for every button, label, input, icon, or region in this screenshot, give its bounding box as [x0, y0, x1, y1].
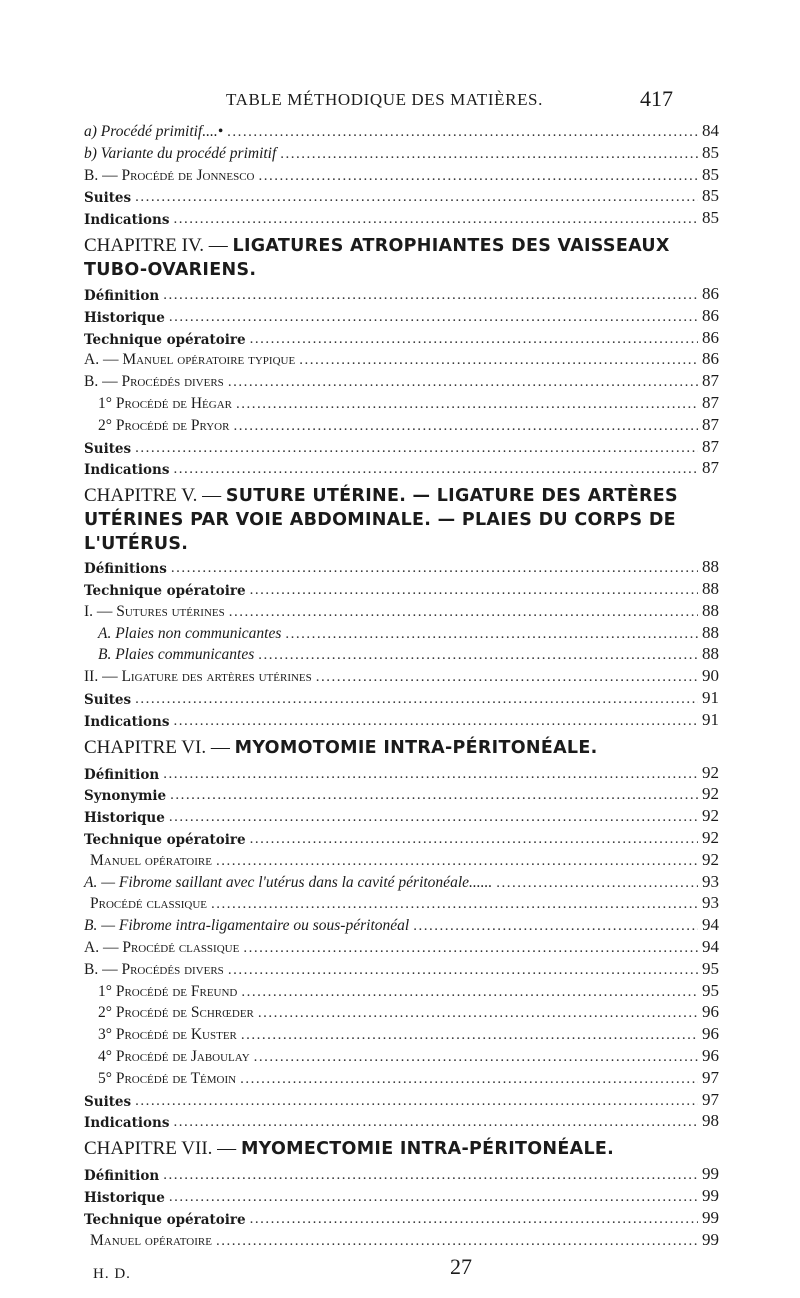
entry-page-number: 87	[702, 393, 719, 412]
dot-leader	[171, 560, 698, 577]
entry-page-number: 85	[702, 208, 719, 228]
toc-entry[interactable]	[0, 555, 800, 577]
toc-entry[interactable]	[0, 1228, 800, 1250]
entry-page-number: 96	[702, 1024, 719, 1044]
toc-entry[interactable]	[0, 979, 800, 1001]
toc-entry[interactable]	[0, 913, 800, 935]
entry-label: Procédé classique	[90, 895, 208, 913]
entry-page-number: 88	[702, 644, 719, 664]
toc-entry[interactable]	[0, 1162, 800, 1184]
dot-leader	[173, 461, 698, 478]
dot-leader	[170, 787, 698, 804]
entry-label: Technique opératoire	[84, 832, 246, 848]
signature-mark: 27	[450, 1254, 472, 1279]
dot-leader	[173, 1114, 698, 1131]
dot-leader	[241, 1027, 698, 1044]
page-header	[0, 86, 800, 116]
entry-label: Historique	[84, 1190, 165, 1206]
toc-entry[interactable]	[0, 163, 800, 185]
entry-label: b) Variante du procédé primitif	[84, 144, 277, 162]
entry-label: Définition	[84, 1168, 160, 1185]
entry-page-number: 87	[702, 436, 719, 456]
dot-leader	[163, 287, 698, 304]
entry-label: Indications	[84, 212, 170, 229]
entry-label: B. — Fibrome intra-ligamentaire ou sous-péritonéal	[84, 917, 410, 935]
entry-page-number: 97	[702, 1089, 719, 1109]
entry-label: 4° Procédé de Jaboulay	[98, 1048, 250, 1065]
entry-page-number: 85	[702, 164, 719, 184]
toc-entry[interactable]	[0, 1206, 800, 1228]
entry-page-number: 86	[702, 349, 719, 369]
entry-page-number: 99	[702, 1229, 719, 1249]
entry-page-number: 95	[702, 958, 719, 978]
dot-leader	[250, 331, 698, 348]
author-initials: H. D.	[93, 1266, 131, 1282]
entry-page-number: 94	[702, 937, 719, 956]
dot-leader	[135, 189, 698, 206]
chapter-title: LIGATURES ATROPHIANTES DES VAISSEAUX TUBO-OVARIENS.	[84, 236, 670, 280]
dot-leader	[250, 582, 698, 599]
entry-label: Suites	[84, 190, 132, 207]
toc-entry[interactable]	[0, 304, 800, 326]
entry-page-number: 87	[702, 371, 719, 391]
entry-label: Définition	[84, 766, 160, 783]
dot-leader	[173, 713, 698, 730]
dot-leader	[163, 766, 698, 783]
entry-page-number: 94	[702, 915, 719, 935]
entry-label: A. — Fibrome saillant avec l'utérus dans la cavité péritonéale......	[84, 873, 493, 891]
entry-page-number: 92	[702, 784, 719, 804]
toc-entry[interactable]	[0, 347, 800, 369]
dot-leader	[216, 1233, 698, 1250]
entry-label: 2° Procédé de Pryor	[98, 416, 230, 434]
entry-label: A. — Manuel opératoire typique	[84, 351, 296, 369]
chapter-number: CHAPITRE IV. —	[84, 235, 228, 256]
toc-entry[interactable]	[0, 206, 800, 228]
entry-page-number: 85	[702, 142, 719, 162]
entry-label: 3° Procédé de Kuster	[98, 1026, 237, 1044]
toc-entry[interactable]	[0, 761, 800, 783]
dot-leader	[216, 853, 698, 870]
dot-leader	[299, 352, 698, 369]
dot-leader	[236, 396, 698, 413]
toc-entry[interactable]	[0, 413, 800, 435]
entry-label: Synonymie	[84, 788, 167, 805]
entry-label: Manuel opératoire	[90, 851, 212, 869]
dot-leader	[250, 831, 698, 848]
entry-label: B. — Procédés divers	[84, 373, 224, 391]
chapter-heading	[84, 1137, 724, 1161]
entry-page-number: 88	[702, 557, 719, 577]
toc-entry[interactable]	[0, 1022, 800, 1044]
entry-page-number: 99	[702, 1207, 719, 1227]
dot-leader	[211, 896, 698, 913]
entry-page-number: 96	[702, 1046, 719, 1065]
entry-label: Historique	[84, 810, 165, 827]
entry-label: 1° Procédé de Freund	[98, 982, 238, 1000]
entry-label: 1° Procédé de Hégar	[98, 395, 232, 412]
entry-label: Technique opératoire	[84, 1211, 246, 1228]
entry-label: Manuel opératoire	[90, 1231, 212, 1249]
dot-leader	[227, 124, 698, 141]
entry-page-number: 92	[702, 828, 719, 847]
entry-label: Suites	[84, 1093, 132, 1110]
dot-leader	[254, 1049, 698, 1066]
toc-entry[interactable]	[0, 1184, 800, 1206]
toc-entry[interactable]	[0, 782, 800, 804]
dot-leader	[169, 309, 698, 326]
entry-page-number: 99	[702, 1164, 719, 1184]
toc-entry[interactable]	[0, 1088, 800, 1110]
toc-entry[interactable]	[0, 577, 800, 599]
entry-label: Indications	[84, 1115, 170, 1132]
dot-leader	[135, 1093, 698, 1110]
toc-entry[interactable]	[0, 891, 800, 913]
toc-entry[interactable]	[0, 642, 800, 664]
entry-page-number: 86	[702, 327, 719, 347]
page-number: 417	[640, 86, 673, 111]
entry-page-number: 85	[702, 186, 719, 206]
entry-label: a) Procédé primitif....•	[84, 123, 224, 140]
entry-label: Historique	[84, 309, 165, 326]
dot-leader	[233, 418, 698, 435]
dot-leader	[135, 691, 698, 708]
entry-page-number: 91	[702, 688, 719, 707]
entry-page-number: 96	[702, 1002, 719, 1022]
dot-leader	[413, 918, 698, 935]
toc-entry[interactable]	[0, 326, 800, 348]
entry-label: A. — Procédé classique	[84, 939, 240, 956]
chapter-number: CHAPITRE V. —	[84, 485, 222, 507]
entry-page-number: 86	[702, 305, 719, 325]
toc-entry[interactable]	[0, 1109, 800, 1131]
toc-entry[interactable]	[0, 935, 800, 957]
entry-label: II. — Ligature des artères utérines	[84, 668, 312, 686]
chapter-number: CHAPITRE VI. —	[84, 736, 230, 758]
entry-label: 2° Procédé de Schrœder	[98, 1004, 254, 1022]
toc-entry[interactable]	[0, 1000, 800, 1022]
entry-label: Définitions	[84, 561, 167, 578]
dot-leader	[173, 211, 698, 228]
toc-entry[interactable]	[0, 435, 800, 457]
entry-label: B. — Procédé de Jonnesco	[84, 166, 255, 184]
dot-leader	[258, 1005, 698, 1022]
entry-page-number: 98	[702, 1111, 719, 1131]
entry-page-number: 92	[702, 762, 719, 782]
entry-page-number: 88	[702, 579, 719, 598]
toc-entry[interactable]	[0, 599, 800, 621]
toc-entry[interactable]	[0, 686, 800, 708]
entry-page-number: 91	[702, 709, 719, 729]
entry-label: Technique opératoire	[84, 331, 246, 348]
chapter-title: SUTURE UTÉRINE. — LIGATURE DES ARTÈRES UTÉRINES PAR VOIE ABDOMINALE. — PLAIES DU CORPS DE L'UTÉRUS.	[84, 486, 678, 555]
dot-leader	[243, 940, 698, 957]
entry-page-number: 84	[702, 121, 719, 140]
entry-page-number: 93	[702, 893, 719, 913]
toc-entry[interactable]	[0, 957, 800, 979]
entry-page-number: 88	[702, 600, 719, 620]
dot-leader	[250, 1211, 698, 1228]
entry-label: B. — Procédés divers	[84, 960, 224, 978]
entry-page-number: 97	[702, 1067, 719, 1087]
entry-page-number: 87	[702, 458, 719, 478]
chapter-number: CHAPITRE VII. —	[84, 1138, 237, 1160]
toc-entry[interactable]	[0, 870, 800, 892]
entry-label: I. — Sutures utérines	[84, 602, 225, 620]
toc-entry[interactable]	[0, 391, 800, 413]
toc-entry[interactable]	[0, 804, 800, 826]
chapter-title: MYOMECTOMIE INTRA-PÉRITONÉALE.	[240, 1139, 615, 1160]
entry-page-number: 88	[702, 622, 719, 642]
running-title: TABLE MÉTHODIQUE DES MATIÈRES.	[226, 90, 543, 109]
toc-entry[interactable]	[0, 369, 800, 391]
entry-label: Indications	[84, 713, 170, 730]
toc-entry[interactable]	[0, 119, 800, 141]
entry-page-number: 87	[702, 414, 719, 434]
dot-leader	[496, 875, 698, 892]
toc-entry[interactable]	[0, 848, 800, 870]
chapter-heading	[84, 484, 724, 556]
dot-leader	[258, 168, 698, 185]
entry-page-number: 95	[702, 980, 719, 1000]
chapter-title: MYOMOTOMIE INTRA-PÉRITONÉALE.	[234, 737, 598, 758]
toc-entry[interactable]	[0, 1066, 800, 1088]
toc-entry[interactable]	[0, 664, 800, 686]
entry-page-number: 90	[702, 666, 719, 686]
entry-page-number: 92	[702, 806, 719, 826]
dot-leader	[229, 604, 698, 621]
dot-leader	[163, 1167, 698, 1184]
toc-entry[interactable]	[0, 456, 800, 478]
entry-label: Suites	[84, 440, 132, 457]
dot-leader	[135, 440, 698, 457]
toc-entry[interactable]	[0, 826, 800, 848]
dot-leader	[316, 669, 698, 686]
entry-label: Suites	[84, 692, 132, 708]
entry-label: 5° Procédé de Témoin	[98, 1069, 237, 1087]
toc-entry[interactable]	[0, 1044, 800, 1066]
entry-page-number: 93	[702, 871, 719, 891]
toc-entry[interactable]	[0, 184, 800, 206]
dot-leader	[240, 1071, 698, 1088]
dot-leader	[285, 626, 698, 643]
entry-label: Technique opératoire	[84, 583, 246, 599]
dot-leader	[228, 962, 698, 979]
dot-leader	[169, 809, 698, 826]
entry-page-number: 92	[702, 849, 719, 869]
toc-entry[interactable]	[0, 141, 800, 163]
entry-label: A. Plaies non communicantes	[98, 624, 282, 642]
entry-label: Indications	[84, 462, 170, 479]
entry-page-number: 99	[702, 1186, 719, 1205]
entry-label: B. Plaies communicantes	[98, 646, 255, 664]
chapter-heading	[84, 736, 724, 760]
dot-leader	[258, 647, 698, 664]
chapter-heading	[84, 234, 724, 282]
entry-page-number: 86	[702, 284, 719, 303]
toc-entry[interactable]	[0, 708, 800, 730]
dot-leader	[241, 984, 698, 1001]
dot-leader	[280, 146, 698, 163]
toc-entry[interactable]	[0, 621, 800, 643]
entry-label: Définition	[84, 288, 160, 304]
dot-leader	[169, 1189, 698, 1206]
dot-leader	[228, 374, 698, 391]
toc-entry[interactable]	[0, 282, 800, 304]
